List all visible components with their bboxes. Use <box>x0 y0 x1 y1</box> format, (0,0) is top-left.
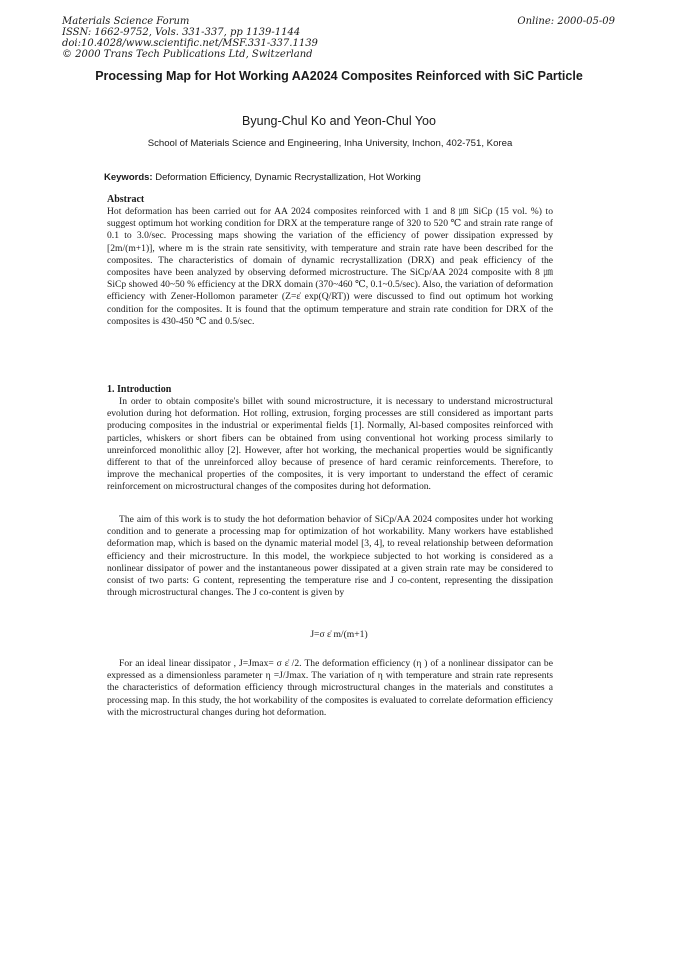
journal-name: Materials Science Forum <box>62 16 190 27</box>
paper-authors: Byung-Chul Ko and Yeon-Chul Yoo <box>242 114 436 128</box>
abstract-heading: Abstract <box>107 194 145 205</box>
doi-line: doi:10.4028/www.scientific.net/MSF.331-337.1139 <box>62 38 318 49</box>
keywords-label: Keywords: <box>104 172 153 183</box>
introduction-paragraph-1: In order to obtain composite's billet with sound microstructure, it is necessary to understand microstructural evolution during hot deformation. Hot rolling, extrusion, forging processes are still considered as important parts producing composites in the industrial or experimental fields [1]. Normally, Al-based composites reinforced with particles, whiskers or short fibers can be obtained from using conventional hot working process similarly to unreinforced monolithic alloy [2]. However, after hot working, the mechanical properties would be significantly different to that of the unreinforced alloy because of presence of hard ceramic reinforcements. Therefore, to improve the mechanical properties of the composites, it is very important to understand the effect of ceramic reinforcement on microstructural changes of the composites during hot deformation. <box>107 396 553 493</box>
keywords-line <box>104 172 421 184</box>
introduction-paragraph-3: For an ideal linear dissipator , J=Jmax= σ ε̇ /2. The deformation efficiency (η ) of a nonlinear dissipator can be expressed as a dimensionless parameter η =J/Jmax. The variation of η with temperature and strain rate represents the characteristics of deformation efficiency through microstructural changes in the materials and constitutes a processing map. In this study, the hot workability of the composites is evaluated to correlate deformation efficiency with the microstructural changes during hot deformation. <box>107 658 553 718</box>
paper-affiliation: School of Materials Science and Engineering, Inha University, Inchon, 402-751, Korea <box>147 138 513 149</box>
introduction-heading: 1. Introduction <box>107 384 172 395</box>
paper-title: Processing Map for Hot Working AA2024 Composites Reinforced with SiC Particle <box>95 69 583 83</box>
abstract-text: Hot deformation has been carried out for AA 2024 composites reinforced with 1 and 8 ㎛ SiCp (15 vol. %) to suggest optimum hot working condition for DRX at the temperature range of 320 to 520 ℃ and strain rate range of 0.1 to 3.0/sec. Processing maps showing the variation of the efficiency of power dissipation expressed by [2m/(m+1)], where m is the strain rate sensitivity, with temperature and strain rate have been described for the composites. The characteristics of domain of dynamic recrystallization (DRX) and peak efficiency of the composites have been analyzed by observing deformed microstructure. The SiCp/AA 2024 composite with 8 ㎛ SiCp showed 40~50 % efficiency at the DRX domain (370~460 ℃, 0.1~0.5/sec). Also, the variation of deformation efficiency with Zener-Hollomon parameter (Z=ε̇ exp(Q/RT)) were discussed to find out optimum hot working condition for the composites. It is found that the optimum temperature and strain rate condition for DRX of the composites is 430-450 ℃ and 0.5/sec. <box>107 206 553 327</box>
copyright-line: © 2000 Trans Tech Publications Ltd, Switzerland <box>62 49 313 60</box>
equation-j-cocontent: J=σ ε̇ m/(m+1) <box>310 629 368 640</box>
introduction-paragraph-2: The aim of this work is to study the hot deformation behavior of SiCp/AA 2024 composites under hot working condition and to generate a processing map for optimization of hot workability. Many workers have established deformation map, which is based on the dynamic material model [3, 4], to reveal relationship between deformation efficiency and their microstructure. In this model, the workpiece subjected to hot working is considered as a nonlinear dissipator of power and the instantaneous power dissipated at a given strain rate may be considered to consist of two parts: G content, representing the temperature rise and J co-content, representing the dissipation through microstructural changes. The J co-content is given by <box>107 514 553 599</box>
online-date: Online: 2000-05-09 <box>517 16 615 27</box>
issn-line: ISSN: 1662-9752, Vols. 331-337, pp 1139-1144 <box>62 27 301 38</box>
keywords-text: Deformation Efficiency, Dynamic Recrystallization, Hot Working <box>155 172 421 183</box>
journal-header <box>62 16 318 60</box>
